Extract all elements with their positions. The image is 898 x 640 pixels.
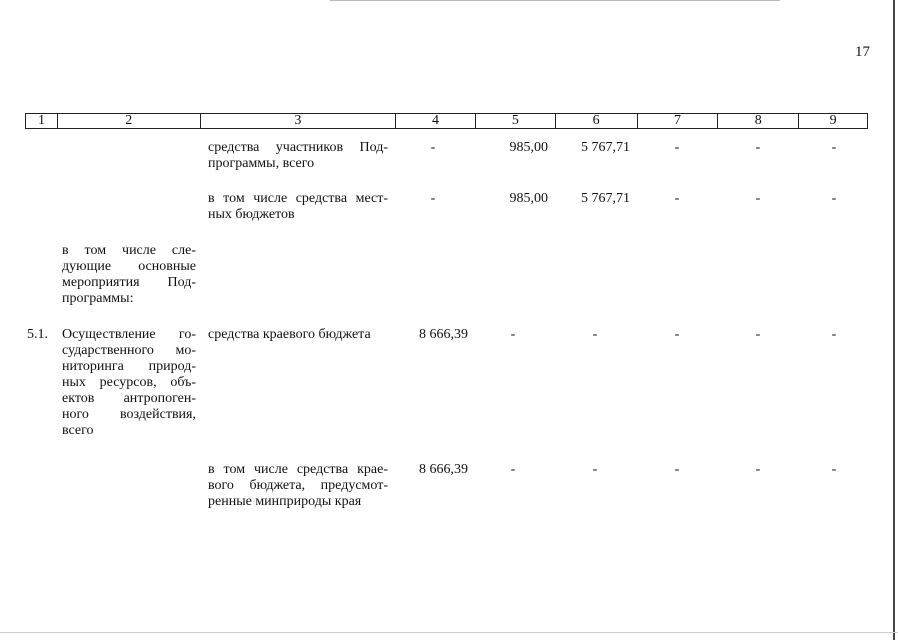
row-2-description: в том числе сле-дующие основные мероприятия Под-программы: (62, 243, 196, 306)
row-3-col9: - (831, 327, 837, 342)
row-0-col4: - (430, 140, 436, 155)
row-0-col9: - (831, 140, 837, 155)
page-number: 17 (855, 44, 870, 60)
header-col-4: 4 (396, 114, 476, 128)
row-1-col6: 5 767,71 (581, 191, 630, 206)
row-3-col4: 8 666,39 (419, 327, 468, 342)
row-3-col6: - (592, 327, 598, 342)
scan-edge-top (330, 0, 780, 1)
header-col-5: 5 (476, 114, 556, 128)
row-3-col5: - (510, 327, 516, 342)
row-3-col8: - (755, 327, 761, 342)
row-0-col6: 5 767,71 (581, 140, 630, 155)
header-col-8: 8 (718, 114, 799, 128)
row-0-col5: 985,00 (509, 140, 548, 155)
header-col-6: 6 (556, 114, 638, 128)
row-4-col7: - (674, 462, 680, 477)
header-col-3: 3 (201, 114, 397, 128)
scan-edge-bottom (0, 632, 898, 633)
table-header-row (25, 113, 868, 129)
scan-edge-right (893, 0, 895, 640)
row-4-col6: - (592, 462, 598, 477)
row-1-col8: - (755, 191, 761, 206)
header-col-2: 2 (58, 114, 201, 128)
row-1-col4: - (430, 191, 436, 206)
header-col-9: 9 (829, 113, 837, 128)
row-4-col4: 8 666,39 (419, 462, 468, 477)
row-4-source: в том числе средства крае-вого бюджета, предусмот-ренные минприроды края (208, 462, 388, 509)
row-4-col5: - (510, 462, 516, 477)
row-4-col9: - (831, 462, 837, 477)
row-3-source: средства краевого бюджета (208, 327, 371, 342)
row-1-col9: - (831, 191, 837, 206)
row-3-col7: - (674, 327, 680, 342)
header-col-7: 7 (638, 114, 719, 128)
row-0-col7: - (674, 140, 680, 155)
row-4-col8: - (755, 462, 761, 477)
row-1-source: в том числе средства мест-ных бюджетов (208, 191, 388, 222)
row-1-col7: - (674, 191, 680, 206)
header-col-1: 1 (26, 114, 58, 128)
row-3-number: 5.1. (27, 327, 48, 342)
row-0-col8: - (755, 140, 761, 155)
row-3-description: Осуществление го-сударственного мо-ниторинга природ-ных ресурсов, объ-ектов антропоген-ного воздействия, всего (62, 327, 196, 438)
row-1-col5: 985,00 (509, 191, 548, 206)
row-0-source: средства участников Под-программы, всего (208, 140, 388, 171)
